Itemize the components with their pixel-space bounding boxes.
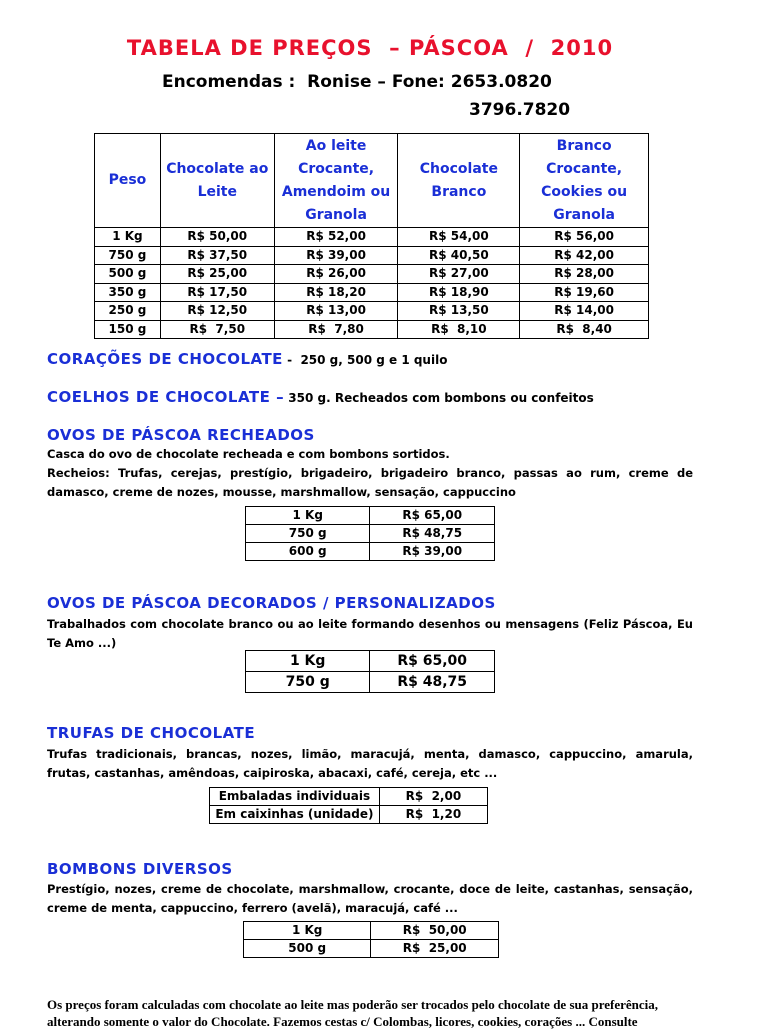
price-row <box>244 940 499 958</box>
price-cell: R$ 18,20 <box>274 283 398 302</box>
price-row <box>210 806 488 824</box>
price-cell: R$ 18,90 <box>398 283 520 302</box>
price-cell: R$ 7,50 <box>160 320 274 339</box>
price-row <box>210 788 488 806</box>
price-row <box>95 265 649 284</box>
section-ovos-decorados-title: OVOS DE PÁSCOA DECORADOS / PERSONALIZADOS <box>47 594 496 612</box>
footer-line: Os preços foram calculadas com chocolate ao leite mas poderão ser trocados pelo chocolate de sua preferência, <box>47 997 659 1012</box>
section-coelhos <box>47 388 594 406</box>
price-cell: R$ 65,00 <box>370 651 495 672</box>
item-cell: 750 g <box>246 672 370 693</box>
weight-cell: 1 Kg <box>95 228 161 247</box>
price-cell: R$ 65,00 <box>370 507 495 525</box>
price-row <box>95 283 649 302</box>
price-row <box>246 543 495 561</box>
price-cell: R$ 12,50 <box>160 302 274 321</box>
price-cell: R$ 1,20 <box>379 806 487 824</box>
price-table <box>94 133 649 339</box>
price-row <box>246 651 495 672</box>
bombons-desc: Prestígio, nozes, creme de chocolate, marshmallow, crocante, doce de leite, castanhas, sensação, creme de menta, cappuccino, ferrero (avelã), maracujá, café ... <box>47 882 693 915</box>
price-row <box>246 525 495 543</box>
price-row <box>95 246 649 265</box>
header-chocolate-ao-leite: Chocolate ao Leite <box>160 134 274 228</box>
price-cell: R$ 19,60 <box>520 283 649 302</box>
header-branco-crocante: Branco Crocante, Cookies ou Granola <box>520 134 649 228</box>
footer-note <box>47 996 707 1030</box>
price-cell: R$ 14,00 <box>520 302 649 321</box>
trufas-prices <box>209 787 488 824</box>
section-detail: 350 g. Recheados com bombons ou confeitos <box>284 391 594 405</box>
ovos-recheados-fillings: Recheios: Trufas, cerejas, prestígio, brigadeiro, brigadeiro branco, passas ao rum, creme de damasco, creme de nozes, mousse, marshmallow, sensação, cappuccino <box>47 466 693 499</box>
page-title: TABELA DE PREÇOS – PÁSCOA / 2010 <box>126 36 614 60</box>
ovos-decorados-desc: Trabalhados com chocolate branco ou ao leite formando desenhos ou mensagens (Feliz Páscoa, Eu Te Amo ...) <box>47 617 693 650</box>
price-cell: R$ 25,00 <box>371 940 499 958</box>
price-cell: R$ 54,00 <box>398 228 520 247</box>
weight-cell: 150 g <box>95 320 161 339</box>
price-cell: R$ 8,40 <box>520 320 649 339</box>
price-cell: R$ 52,00 <box>274 228 398 247</box>
price-cell: R$ 42,00 <box>520 246 649 265</box>
price-cell: R$ 2,00 <box>379 788 487 806</box>
phone-secondary: 3796.7820 <box>469 100 571 120</box>
weight-cell: 500 g <box>95 265 161 284</box>
price-cell: R$ 48,75 <box>370 672 495 693</box>
weight-cell: 350 g <box>95 283 161 302</box>
price-cell: R$ 26,00 <box>274 265 398 284</box>
item-cell: Embaladas individuais <box>210 788 380 806</box>
section-title: CORAÇÕES DE CHOCOLATE <box>47 350 283 368</box>
orders-contact: Encomendas : Ronise – Fone: 2653.0820 <box>162 72 552 92</box>
ovos-recheados-desc: Casca do ovo de chocolate recheada e com bombons sortidos. <box>47 447 450 461</box>
item-cell: Em caixinhas (unidade) <box>210 806 380 824</box>
header-peso: Peso <box>95 134 161 228</box>
price-cell: R$ 27,00 <box>398 265 520 284</box>
price-cell: R$ 50,00 <box>160 228 274 247</box>
price-cell: R$ 25,00 <box>160 265 274 284</box>
price-row <box>95 228 649 247</box>
header-chocolate-branco: Chocolate Branco <box>398 134 520 228</box>
item-cell: 500 g <box>244 940 371 958</box>
price-cell: R$ 39,00 <box>274 246 398 265</box>
section-ovos-recheados-title: OVOS DE PÁSCOA RECHEADOS <box>47 426 315 444</box>
price-row <box>244 922 499 940</box>
weight-cell: 750 g <box>95 246 161 265</box>
price-cell: R$ 28,00 <box>520 265 649 284</box>
price-row <box>95 302 649 321</box>
item-cell: 1 Kg <box>246 507 370 525</box>
header-ao-leite-crocante: Ao leite Crocante, Amendoim ou Granola <box>274 134 398 228</box>
price-table-header <box>95 134 649 228</box>
section-bombons-title: BOMBONS DIVERSOS <box>47 860 233 878</box>
price-cell: R$ 56,00 <box>520 228 649 247</box>
price-cell: R$ 39,00 <box>370 543 495 561</box>
price-cell: R$ 48,75 <box>370 525 495 543</box>
section-trufas-title: TRUFAS DE CHOCOLATE <box>47 724 256 742</box>
price-cell: R$ 37,50 <box>160 246 274 265</box>
price-cell: R$ 7,80 <box>274 320 398 339</box>
price-row <box>246 672 495 693</box>
price-cell: R$ 13,50 <box>398 302 520 321</box>
price-cell: R$ 17,50 <box>160 283 274 302</box>
ovos-decorados-prices <box>245 650 495 693</box>
price-cell: R$ 40,50 <box>398 246 520 265</box>
price-row <box>95 320 649 339</box>
price-row <box>246 507 495 525</box>
section-title: COELHOS DE CHOCOLATE – <box>47 388 285 406</box>
price-cell: R$ 8,10 <box>398 320 520 339</box>
item-cell: 600 g <box>246 543 370 561</box>
ovos-recheados-prices <box>245 506 495 561</box>
bombons-prices <box>243 921 499 958</box>
section-coracoes <box>47 350 447 368</box>
item-cell: 750 g <box>246 525 370 543</box>
trufas-desc: Trufas tradicionais, brancas, nozes, limão, maracujá, menta, damasco, cappuccino, amarula, frutas, castanhas, amêndoas, caipiroska, abacaxi, café, cereja, etc ... <box>47 747 693 780</box>
footer-line: alterando somente o valor do Chocolate. Fazemos cestas c/ Colombas, licores, cookies, corações ... Consulte <box>47 1014 638 1029</box>
section-detail: - 250 g, 500 g e 1 quilo <box>282 353 448 367</box>
weight-cell: 250 g <box>95 302 161 321</box>
price-cell: R$ 50,00 <box>371 922 499 940</box>
item-cell: 1 Kg <box>244 922 371 940</box>
item-cell: 1 Kg <box>246 651 370 672</box>
price-cell: R$ 13,00 <box>274 302 398 321</box>
